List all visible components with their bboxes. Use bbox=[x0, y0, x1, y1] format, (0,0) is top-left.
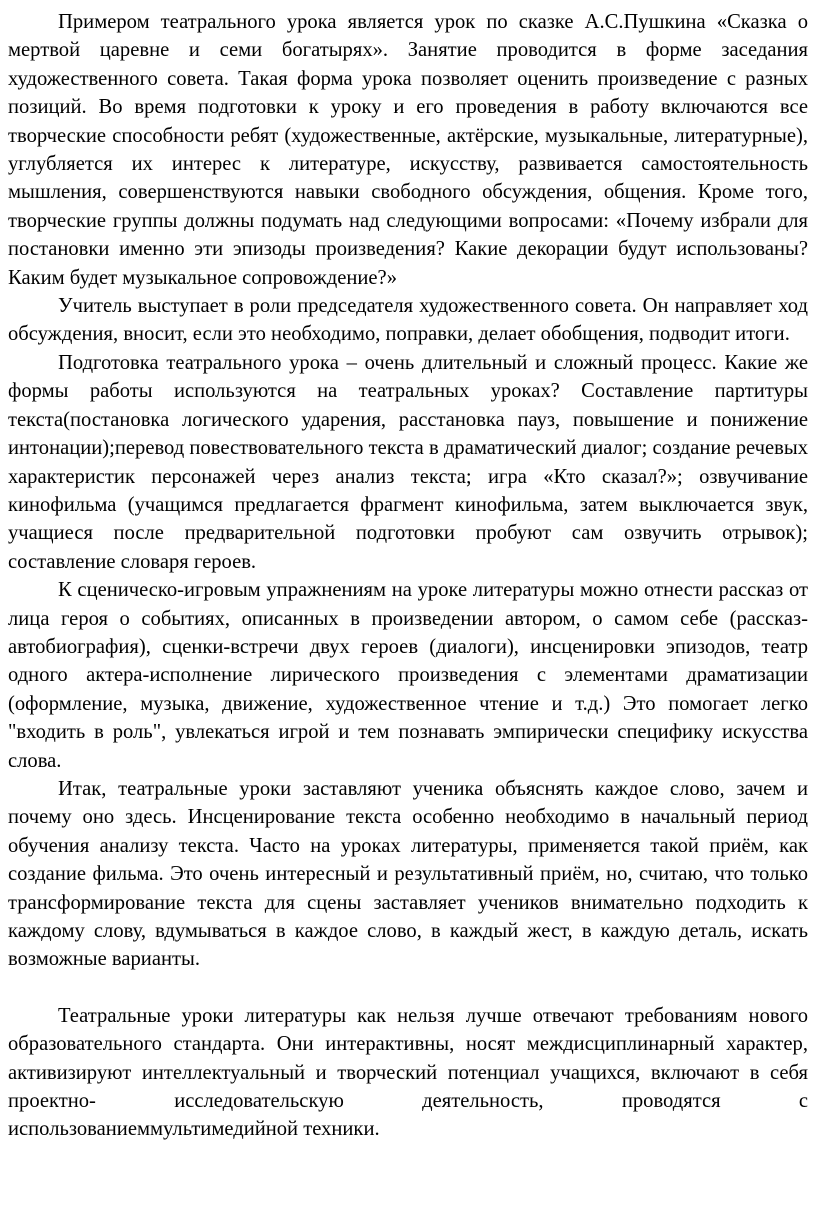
paragraph-conclusion: Театральные уроки литературы как нельзя лучше отвечают требованиям нового образовательного стандарта. Они интерактивны, носят междисциплинарный характер, активизируют интеллектуальный и творческий потенциал учащихся, включают в себя проектно- исследовательскую деятельность, проводятся с использованиеммультимедийной техники. bbox=[8, 1004, 808, 1141]
paragraph-gap bbox=[8, 974, 808, 1002]
paragraph-fairy-tale-lesson: Примером театрального урока является урок по сказке А.С.Пушкина «Сказка о мертвой царевне и семи богатырях». Занятие проводится в форме заседания художественного совета. Такая форма урока позволяет оценить произведение с разных позиций. Во время подготовки к уроку и его проведения в работу включаются все творческие способности ребят (художественные, актёрские, музыкальные, литературные), углубляется их интерес к литературе, искусству, развивается самостоятельность мышления, совершенствуются навыки свободного обсуждения, общения. Кроме того, творческие группы должны подумать над следующими вопросами: «Почему избрали для постановки именно эти эпизоды произведения? Какие декорации будут использованы? Каким будет музыкальное сопровождение?» bbox=[8, 11, 808, 289]
paragraph-stage-exercises: К сценическо-игровым упражнениям на уроке литературы можно отнести рассказ от лица героя о событиях, описанных в произведении автором, о самом себе (рассказ-автобиография), сценки-встречи двух героев (диалоги), инсценировки эпизодов, театр одного актера-исполнение лирического произведения с элементами драматизации (оформление, музыка, движение, художественное чтение и т.д.) Это помогает легко "входить в роль", увлекаться игрой и тем познавать эмпирически специфику искусства слова. bbox=[8, 579, 808, 772]
paragraph-lesson-preparation: Подготовка театрального урока – очень длительный и сложный процесс. Какие же формы работы используются на театральных уроках? Составление партитуры текста(постановка логического ударения, расстановка пауз, повышение и понижение интонации);перевод повествовательного текста в драматический диалог; создание речевых характеристик персонажей через анализ текста; игра «Кто сказал?»; озвучивание кинофильма (учащимся предлагается фрагмент кинофильма, затем выключается звук, учащиеся после предварительной подготовки пробуют сам озвучить отрывок); составление словаря героев. bbox=[8, 351, 808, 573]
paragraph-teacher-role: Учитель выступает в роли председателя художественного совета. Он направляет ход обсуждения, вносит, если это необходимо, поправки, делает обобщения, подводит итоги. bbox=[8, 295, 808, 346]
paragraph-text-staging: Итак, театральные уроки заставляют ученика объяснять каждое слово, зачем и почему оно здесь. Инсценирование текста особенно необходимо в начальный период обучения анализу текста. Часто на уроках литературы, применяется такой приём, как создание фильма. Это очень интересный и результативный приём, но, считаю, что только трансформирование текста для сцены заставляет учеников внимательно подходить к каждому слову, вдумываться в каждое слово, в каждый жест, в каждую деталь, искать возможные варианты. bbox=[8, 777, 808, 971]
